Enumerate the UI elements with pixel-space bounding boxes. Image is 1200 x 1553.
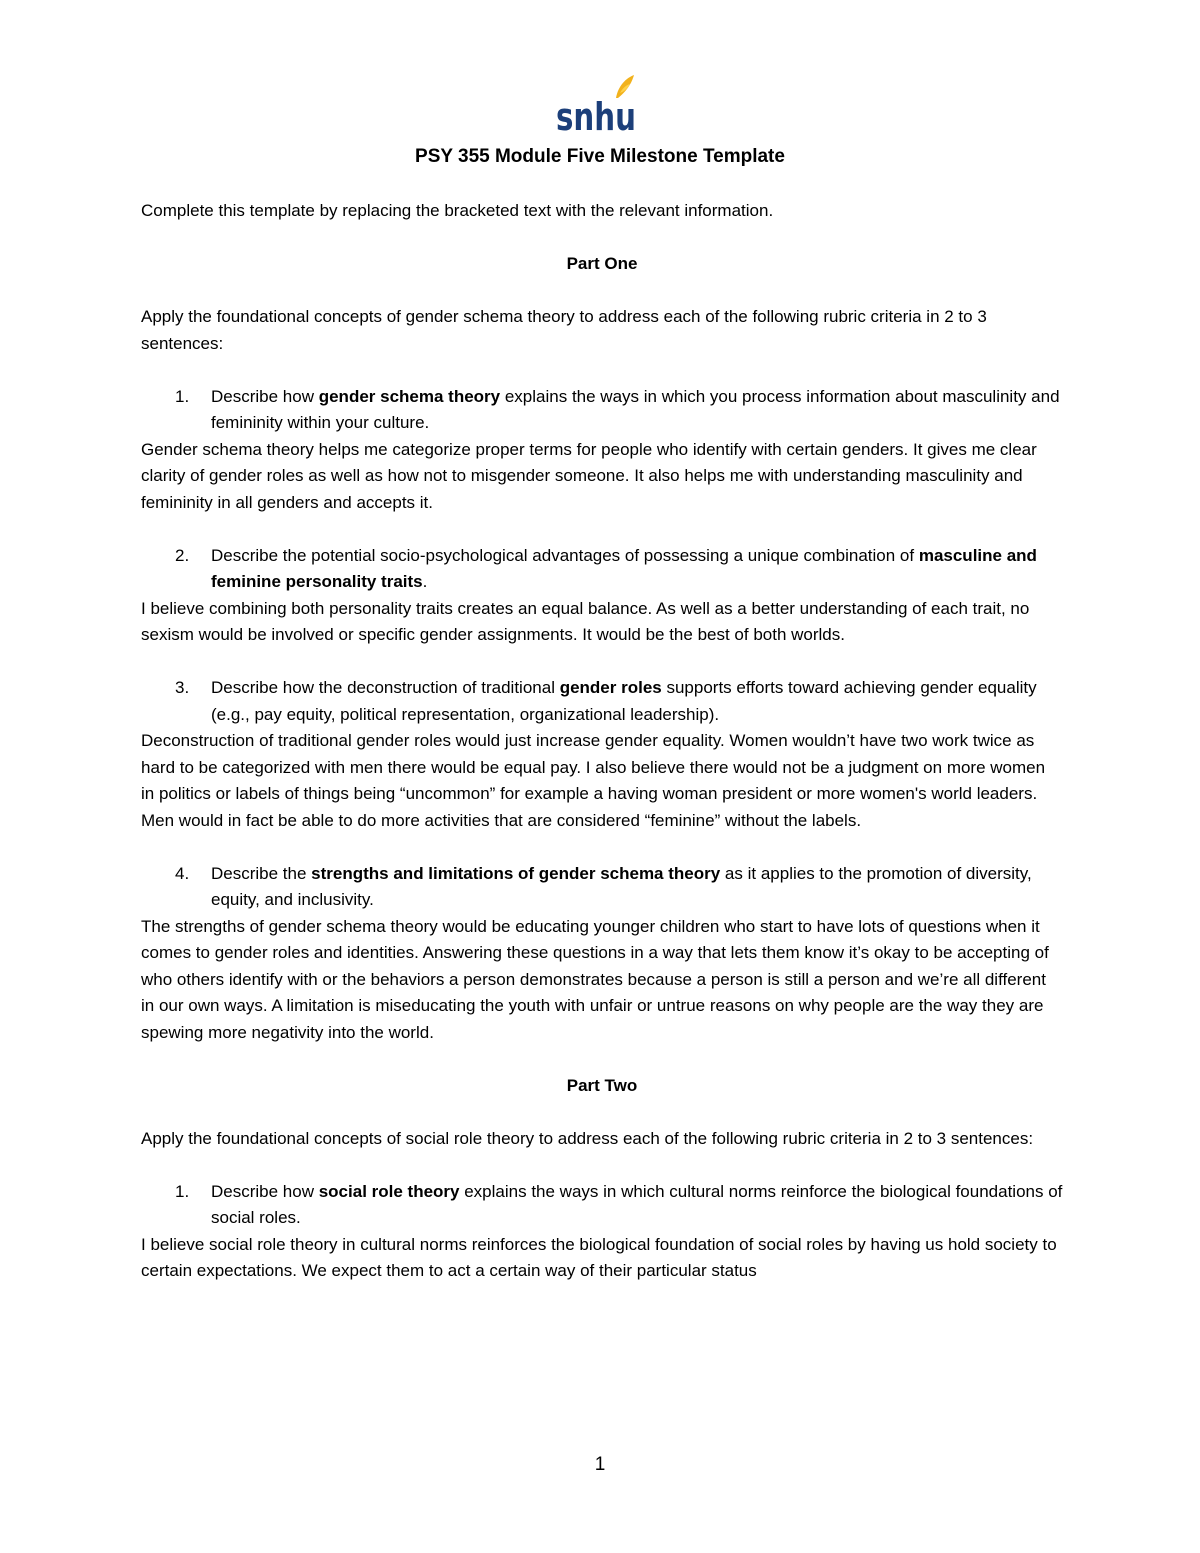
intro-text: Complete this template by replacing the bracketed text with the relevant information. (141, 201, 774, 220)
question-number: 1. (175, 386, 190, 406)
snhu-logo-graphic (556, 74, 640, 139)
part-one-heading: Part One (566, 254, 638, 273)
snhu-logo (556, 74, 640, 139)
question-text: Describe the potential socio-psychological advantages of possessing a unique combination of masculine and feminine personality traits. (211, 545, 1037, 591)
question-text: Describe how gender schema theory explains the ways in which you process information about masculinity and femininity within your culture. (211, 386, 1060, 432)
part-two-instructions: Apply the foundational concepts of social role theory to address each of the following rubric criteria in 2 to 3 sentences: (141, 1128, 1034, 1148)
question-keyword: social role theory (318, 1181, 460, 1201)
question-text: Describe how social role theory explains the ways in which cultural norms reinforce the biological foundations of social roles. (211, 1181, 1063, 1227)
page-number: 1 (594, 1454, 606, 1475)
answer-text: I believe combining both personality traits creates an equal balance. As well as a better understanding of each trait, no sexism would be involved or specific gender assignments. It would be the best of both worlds. (141, 598, 1030, 644)
question-number: 2. (175, 545, 190, 565)
question-text: Describe how the deconstruction of traditional gender roles supports efforts toward achieving gender equality (e.g., pay equity, political representation, organizational leadership). (211, 678, 1037, 724)
question-keyword: masculine and feminine personality traits (211, 545, 1037, 591)
answer-text: I believe social role theory in cultural norms reinforces the biological foundation of social roles by having us hold society to certain expectations. We expect them to act a certain way of their particular status (141, 1234, 1057, 1280)
document-body (141, 198, 1063, 1285)
question-keyword: gender schema theory (318, 386, 501, 406)
question-text: Describe the strengths and limitations of gender schema theory as it applies to the promotion of diversity, equity, and inclusivity. (211, 863, 1032, 909)
question-number: 3. (175, 678, 190, 697)
part-two-heading: Part Two (566, 1075, 638, 1095)
question-item (141, 861, 1063, 914)
question-item (141, 384, 1063, 437)
svg-text:snhu: snhu (556, 95, 636, 139)
answer-text: The strengths of gender schema theory would be educating younger children who start to have lots of questions when it comes to gender roles and identities. Answering these questions in a way that lets them know it’s okay to be accepting of who others identify with or the behaviors a person demonstrates because a person is still a person and we’re all different in our own ways. A limitation is miseducating the youth with unfair or untrue reasons on why people are the way they are spewing more negativity into the world. (141, 916, 1049, 1042)
question-number: 4. (175, 863, 190, 883)
answer-text: Deconstruction of traditional gender roles would just increase gender equality. Women wouldn’t have two work twice as hard to be categorized with men there would be equal pay. I also believe there would not be a judgment on more women in politics or labels of things being “uncommon” for example a having woman president or more women's world leaders. Men would in fact be able to do more activities that are considered “feminine” without the labels. (141, 731, 1046, 830)
document-title: PSY 355 Module Five Milestone Template (415, 146, 785, 167)
question-item (141, 543, 1063, 596)
answer-text: Gender schema theory helps me categorize proper terms for people who identify with certain genders. It gives me clear clarity of gender roles as well as how not to misgender someone. It also helps me with understanding masculinity and femininity in all genders and accepts it. (141, 439, 1037, 512)
question-item (141, 1179, 1063, 1232)
part-one-instructions: Apply the foundational concepts of gender schema theory to address each of the following rubric criteria in 2 to 3 sentences: (141, 307, 987, 353)
question-keyword: strengths and limitations of gender schema theory (311, 863, 721, 883)
question-number: 1. (175, 1181, 190, 1201)
question-keyword: gender roles (559, 678, 662, 697)
question-item (141, 675, 1063, 728)
